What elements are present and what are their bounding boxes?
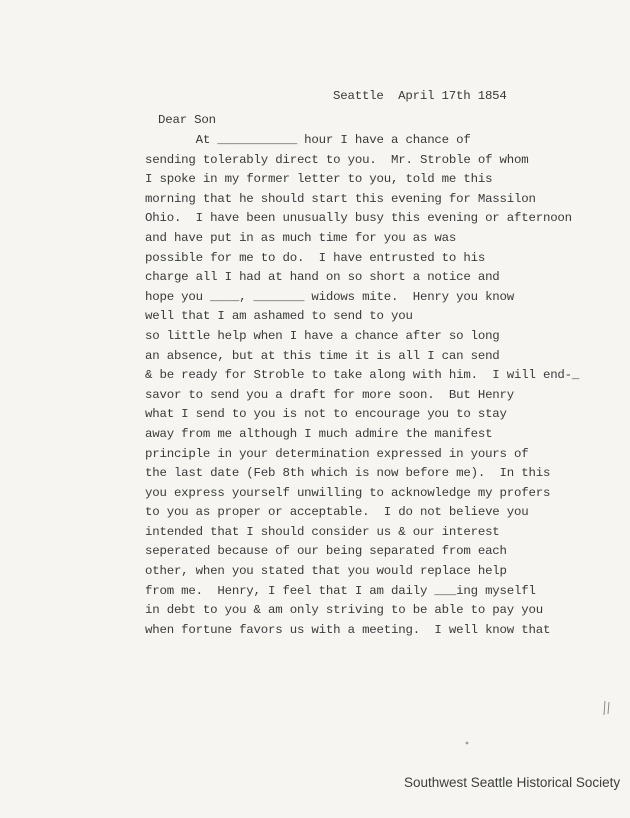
letter-line: I spoke in my former letter to you, told me this <box>145 172 493 187</box>
letter-line: At ___________ hour I have a chance of <box>145 133 471 147</box>
letter-line: to you as proper or acceptable. I do not believe you <box>145 505 529 520</box>
letter-line: when fortune favors us with a meeting. I well know that <box>145 622 551 637</box>
letter-line: in debt to you & am only striving to be able to pay you <box>145 603 543 618</box>
letter-line: and have put in as much time for you as was <box>145 230 457 245</box>
letter-line: what I send to you is not to encourage you to stay <box>145 407 507 422</box>
letter-line: you express yourself unwilling to acknowledge my profers <box>145 485 551 500</box>
archive-watermark: Southwest Seattle Historical Society <box>404 775 621 790</box>
pencil-mark <box>603 700 613 716</box>
letter-line: seperated because of our being separated from each <box>145 544 507 559</box>
letter-dateline: Seattle April 17th 1854 <box>333 89 507 103</box>
letter-line: charge all I had at hand on so short a notice and <box>145 270 500 285</box>
letter-line: principle in your determination expressed in yours of <box>145 446 529 461</box>
letter-line: intended that I should consider us & our interest <box>145 524 500 539</box>
letter-line: the last date (Feb 8th which is now before me). In this <box>145 466 551 481</box>
letter-salutation: Dear Son <box>158 113 216 127</box>
letter-line: well that I am ashamed to send to you <box>145 309 413 324</box>
letter-line: so little help when I have a chance after so long <box>145 328 500 343</box>
letter-line: other, when you stated that you would replace help <box>145 564 507 579</box>
smudge-mark <box>465 740 469 746</box>
letter-line: savor to send you a draft for more soon. But Henry <box>145 387 515 402</box>
letter-line: from me. Henry, I feel that I am daily ___ing myselfl <box>145 583 536 598</box>
letter-line: an absence, but at this time it is all I can send <box>145 348 500 363</box>
letter-body <box>145 131 579 640</box>
letter-line: hope you ____, _______ widows mite. Henry you know <box>145 289 515 304</box>
letter-line: sending tolerably direct to you. Mr. Stroble of whom <box>145 152 529 167</box>
letter-line: away from me although I much admire the manifest <box>145 426 493 441</box>
letter-line: morning that he should start this evening for Massilon <box>145 191 536 206</box>
letter-line: possible for me to do. I have entrusted to his <box>145 250 486 265</box>
letter-line: Ohio. I have been unusually busy this evening or afternoon <box>145 211 572 226</box>
letter-line: & be ready for Stroble to take along with him. I will end-_ <box>145 368 580 383</box>
